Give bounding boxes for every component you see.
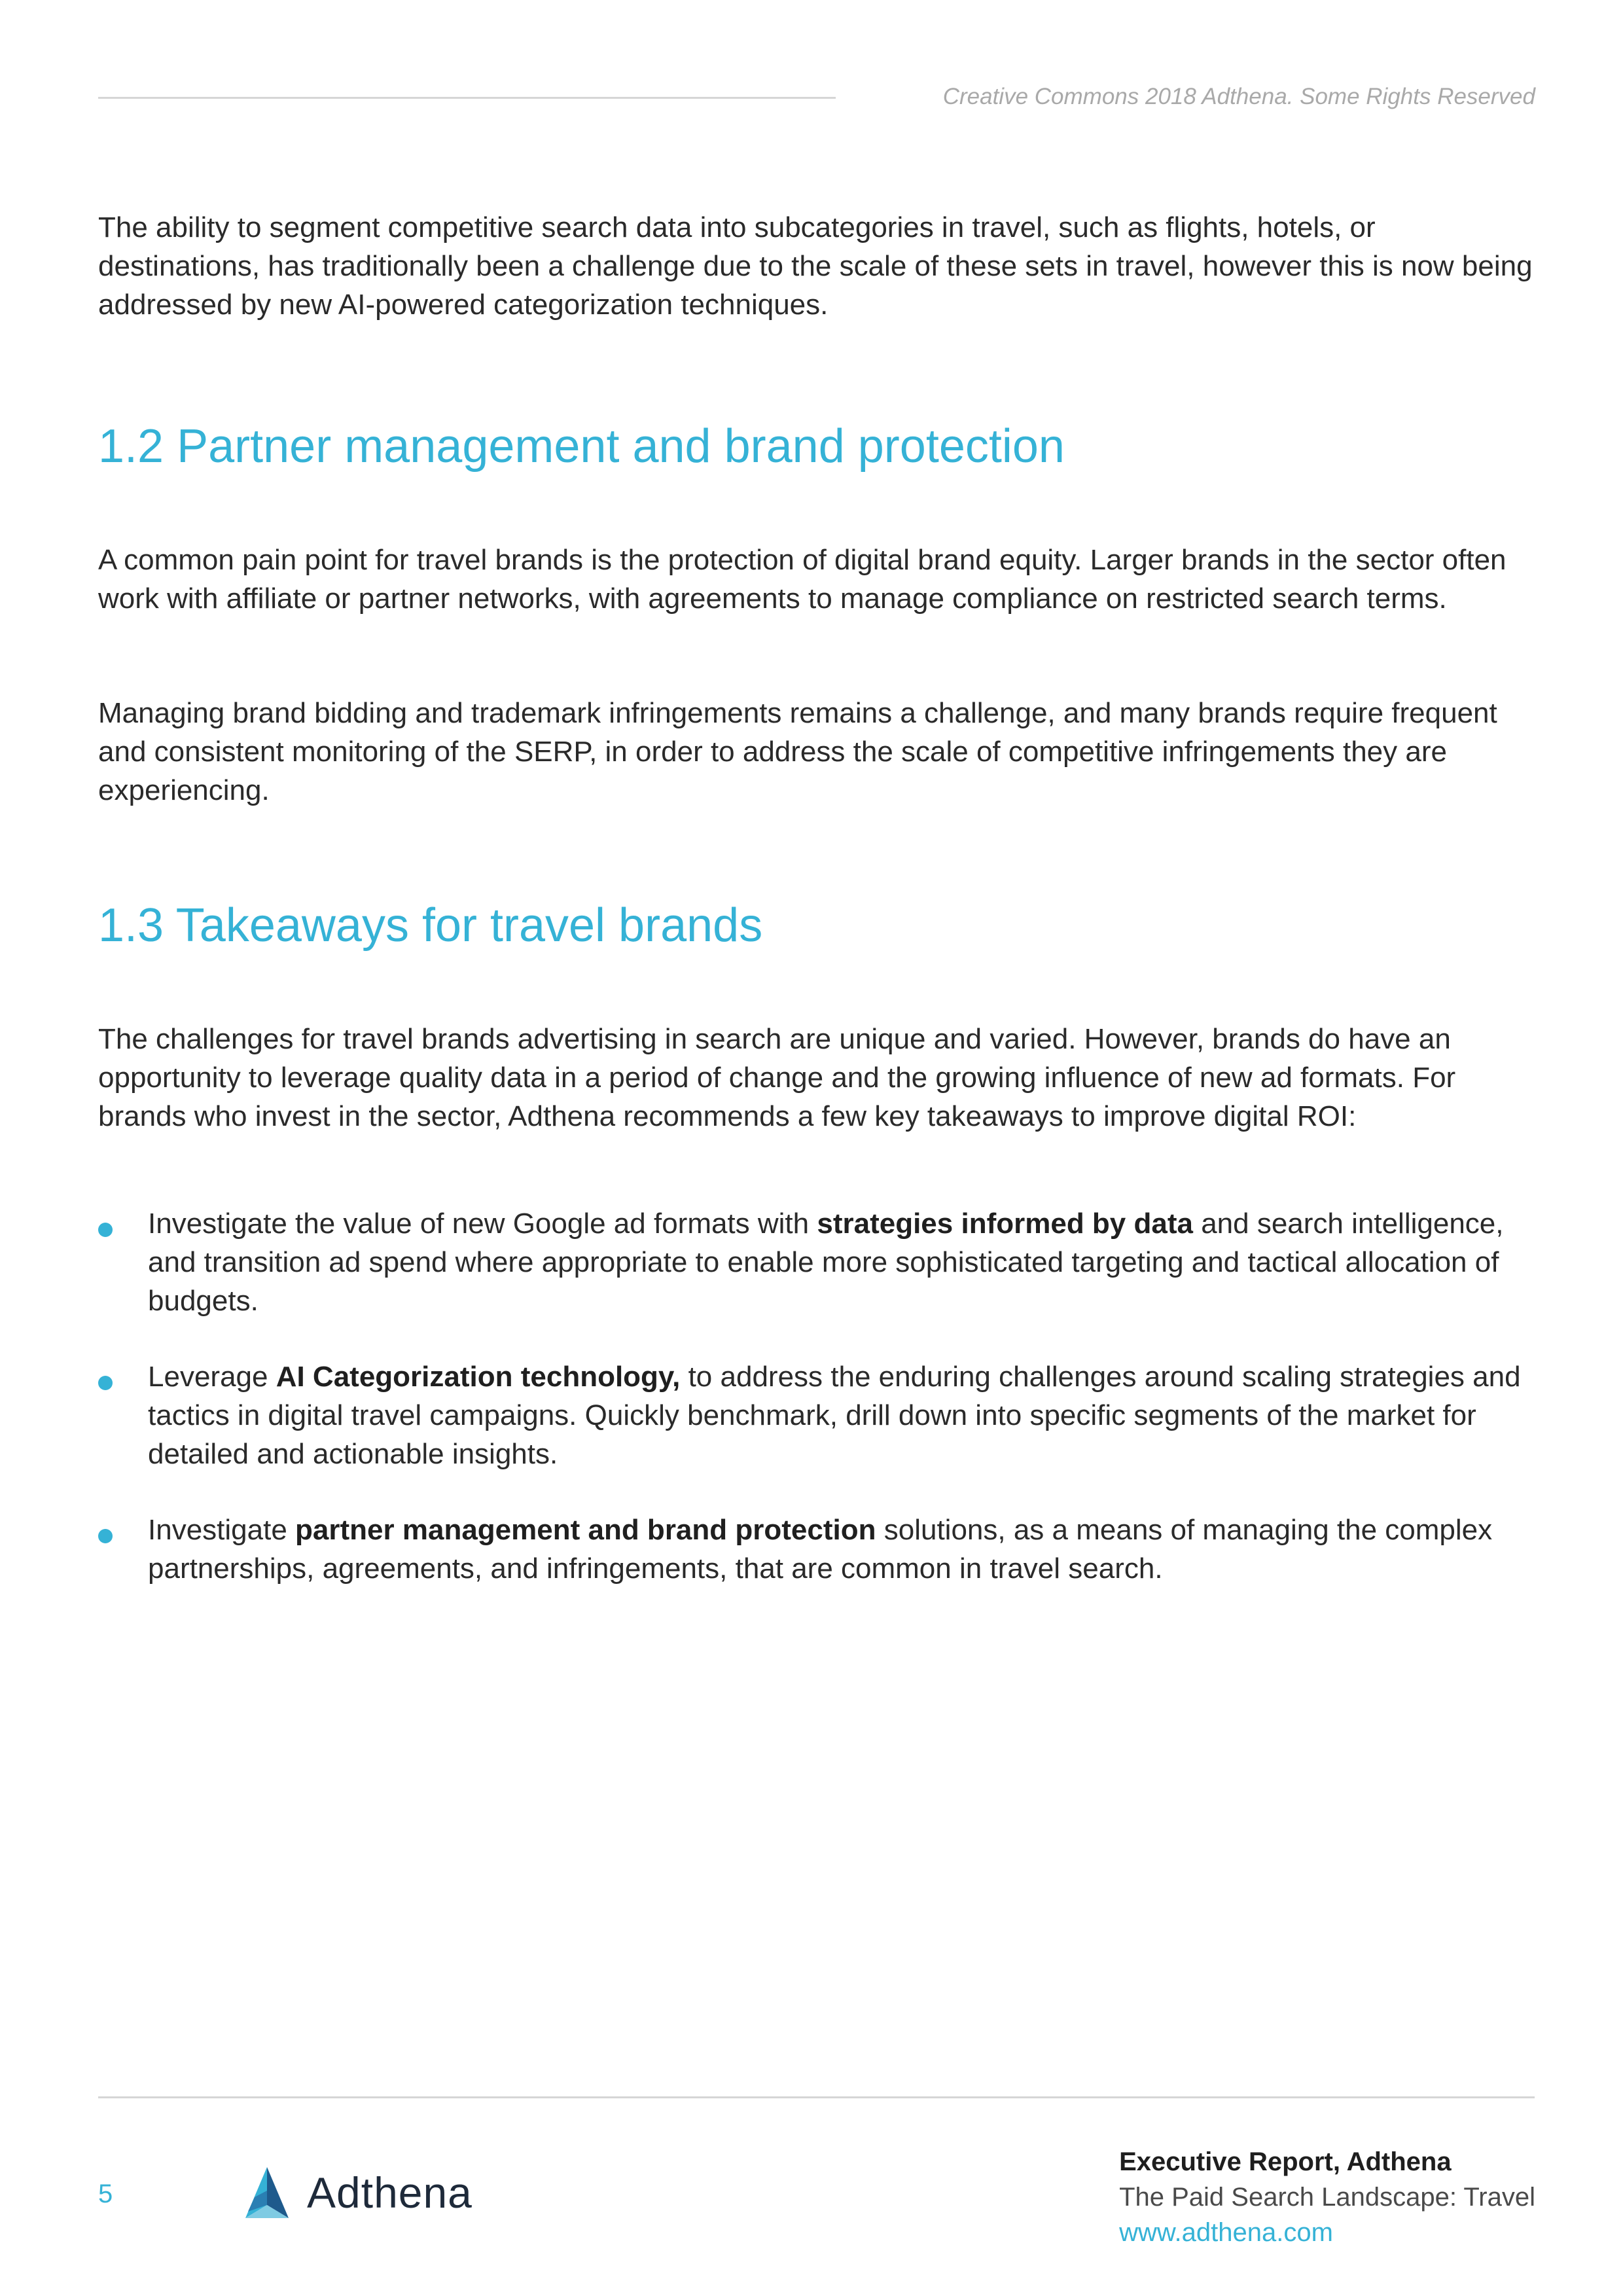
adthena-logo [239,2160,473,2225]
list-item [98,1357,1538,1473]
bullet-dot-icon [98,1529,113,1543]
report-subtitle: The Paid Search Landscape: Travel [1119,2183,1535,2212]
website-link[interactable]: www.adthena.com [1119,2218,1333,2247]
emphasis-text: strategies informed by data [817,1208,1193,1240]
footer-info [1119,2144,1535,2250]
report-title: Executive Report, Adthena [1119,2147,1452,2176]
list-item-text: Investigate partner management and brand protection solutions, as a means of managing the complex partnerships, agreements, and infringements, that are common in travel search. [148,1514,1493,1585]
copyright-notice: Creative Commons 2018 Adthena. Some Rights Reserved [942,84,1535,109]
list-item-text: Investigate the value of new Google ad formats with strategies informed by data and search intelligence, and transition ad spend where appropriate to enable more sophisticated targeting and tactical allocation of budgets. [148,1208,1504,1317]
list-item [98,1511,1538,1588]
bullet-dot-icon [98,1376,113,1390]
intro-paragraph: The ability to segment competitive search data into subcategories in travel, such as flights, hotels, or destinations, has traditionally been a challenge due to the scale of these sets in travel, however this is now being addressed by new AI-powered categorization techniques. [98,211,1533,321]
takeaways-paragraph: The challenges for travel brands advertising in search are unique and varied. However, brands do have an opportunity to leverage quality data in a period of change and the growing influence of new ad formats. For brands who invest in the sector, Adthena recommends a few key takeaways to improve digital ROI: [98,1023,1456,1132]
bullet-dot-icon [98,1223,113,1237]
emphasis-text: partner management and brand protection [295,1514,876,1546]
emphasis-text: AI Categorization technology, [276,1361,681,1393]
list-item [98,1204,1538,1320]
partner-paragraph-1: A common pain point for travel brands is the protection of digital brand equity. Larger brands in the sector often work with affiliate or partner networks, with agreements to manage compliance on restricted search terms. [98,544,1507,615]
page-number: 5 [98,2179,113,2208]
list-item-text: Leverage AI Categorization technology, to address the enduring challenges around scaling strategies and tactics in digital travel campaigns. Quickly benchmark, drill down into specific segments of the market for detailed and actionable insights. [148,1361,1521,1470]
header-divider [98,97,836,99]
logo-text: Adthena [307,2168,473,2217]
partner-paragraph-2: Managing brand bidding and trademark infringements remains a challenge, and many brands require frequent and consistent monitoring of the SERP, in order to address the scale of competitive infringements they are experiencing. [98,697,1497,806]
adthena-logo-icon [239,2164,295,2221]
section-heading-takeaways: 1.3 Takeaways for travel brands [98,899,763,952]
footer-divider [98,2096,1535,2098]
section-heading-partner-management: 1.2 Partner management and brand protection [98,420,1065,473]
